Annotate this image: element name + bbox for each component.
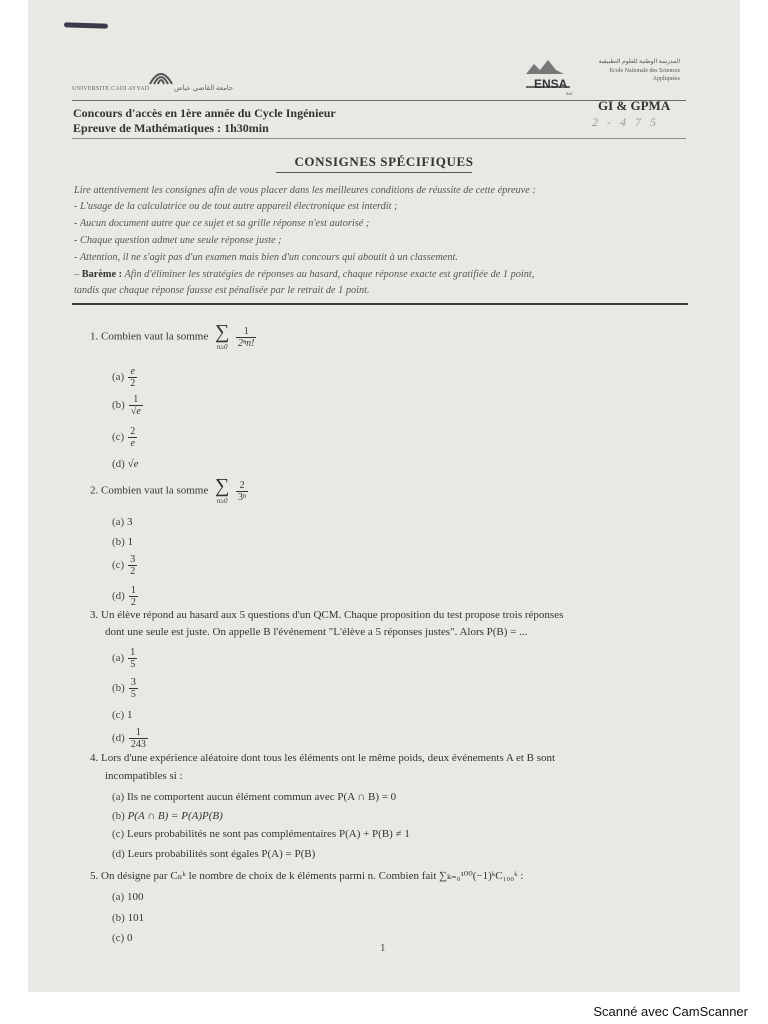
university-arabic-name: جامعة القاضي عياض xyxy=(174,84,234,92)
option-3a[interactable]: (a) $\frac{1}{5}$ xyxy=(112,647,136,670)
fraction: $\frac{2}{e}$ xyxy=(130,426,136,449)
option-5c[interactable]: (c) 0 xyxy=(112,932,133,944)
question-4-line-2: incompatibles si : xyxy=(105,770,183,782)
fraction: $\frac{1}{243}$ xyxy=(130,727,146,750)
option-3c[interactable]: (c) 1 xyxy=(112,709,133,721)
option-2c[interactable]: (c) $\frac{3}{2}$ xyxy=(112,554,136,577)
bareme-line: – Barème : Afin d'éliminer les stratégies de réponses au hasard, chaque réponse exacte est gratifiée de 1 point, xyxy=(74,269,535,280)
university-emblem-icon xyxy=(146,66,176,86)
question-2 xyxy=(90,476,248,506)
bareme-text: Afin d'éliminer les stratégies de réponses au hasard, chaque réponse exacte est gratifiée de 1 point, xyxy=(124,269,535,280)
option-1d[interactable]: (d) √e xyxy=(112,458,139,470)
scanner-footer: Scanné avec CamScanner xyxy=(593,1004,748,1019)
option-2a[interactable]: (a) 3 xyxy=(112,516,133,528)
question-2-prompt: 2. Combien vaut la somme xyxy=(90,484,209,497)
bareme-label: Barème : xyxy=(81,269,123,280)
fraction: $\frac{3}{5}$ xyxy=(130,677,136,700)
fraction: $\frac{1}{\text{2ⁿn!}}$ xyxy=(238,325,255,349)
exam-sheet xyxy=(28,0,740,992)
handwritten-mark: 2 - 4 7 5 xyxy=(592,115,659,129)
option-4c[interactable]: (c) Leurs probabilités ne sont pas complémentaires P(A) + P(B) ≠ 1 xyxy=(112,828,410,840)
ensa-french-line: Ecole Nationale des Sciences Appliquées xyxy=(609,67,680,82)
track-code: GI & GPMA xyxy=(598,98,671,113)
fraction: $\frac{3}{2}$ xyxy=(130,554,136,577)
ensa-name: ENSA xyxy=(534,77,568,91)
exam-title: Epreuve de Mathématiques : 1h30min xyxy=(73,121,269,135)
page-number: 1 xyxy=(380,942,386,954)
ensa-arabic-line: المدرسة الوطنية للعلوم التطبيقية xyxy=(598,59,680,65)
option-4d[interactable]: (d) Leurs probabilités sont égales P(A) = P(B) xyxy=(112,848,316,860)
title-underline xyxy=(276,172,472,173)
header-divider xyxy=(72,100,686,101)
option-1b[interactable]: (b) $\frac{1}{√e}$ xyxy=(112,394,141,417)
option-3b[interactable]: (b) $\frac{3}{5}$ xyxy=(112,677,136,700)
ensa-city: Safi xyxy=(566,91,573,96)
pen-mark xyxy=(64,22,108,29)
instruction-item: - Chaque question admet une seule réponse juste ; xyxy=(74,235,282,246)
sum-symbol: ∑ n≥0 xyxy=(214,321,230,351)
fraction: $\frac{1}{√e}$ xyxy=(130,394,141,417)
instructions-intro: Lire attentivement les consignes afin de vous placer dans les meilleures conditions de réussite de cette épreuve : xyxy=(74,185,536,196)
question-1-prompt: 1. Combien vaut la somme xyxy=(90,330,209,343)
fraction: $\frac{1}{2}$ xyxy=(130,585,136,608)
question-1 xyxy=(90,322,256,352)
ensa-arabic-name xyxy=(588,58,680,84)
sum-index: n≥0 xyxy=(216,497,228,505)
section-title: CONSIGNES SPÉCIFIQUES xyxy=(294,154,474,169)
instruction-item: - Attention, il ne s'agit pas d'un examen mais bien d'un concours qui aboutit à un classement. xyxy=(74,252,458,263)
instruction-item: - L'usage de la calculatrice ou de tout autre appareil électronique est interdit ; xyxy=(74,201,398,212)
question-5: 5. On désigne par Cₙᵏ le nombre de choix de k éléments parmi n. Combien fait ∑ₖ₌₀¹⁰⁰(−1)ᵏC₁₀₀ᵏ : xyxy=(90,870,524,882)
contest-title: Concours d'accès en 1ère année du Cycle Ingénieur xyxy=(73,106,336,120)
question-4-line-1: 4. Lors d'une expérience aléatoire dont tous les éléments ont le même poids, deux événements A et B sont xyxy=(90,752,556,764)
question-3-line-2: dont une seule est juste. On appelle B l'événement "L'élève a 5 réponses justes". Alors P(B) = ... xyxy=(105,626,528,638)
option-3d[interactable]: (d) $\frac{1}{243}$ xyxy=(112,727,146,750)
option-4a[interactable]: (a) Ils ne comportent aucun élément commun avec P(A ∩ B) = 0 xyxy=(112,791,397,803)
header-divider-bottom xyxy=(72,138,686,139)
option-2b[interactable]: (b) 1 xyxy=(112,536,134,548)
option-1a[interactable]: (a) $\frac{e}{2}$ xyxy=(112,366,136,389)
option-1c[interactable]: (c) $\frac{2}{e}$ xyxy=(112,426,136,449)
question-3-line-1: 3. Un élève répond au hasard aux 5 questions d'un QCM. Chaque proposition du test propose trois réponses xyxy=(90,609,564,621)
fraction: $\frac{e}{2}$ xyxy=(130,366,136,389)
fraction: $\frac{1}{5}$ xyxy=(130,647,136,670)
university-name: UNIVERSITE CADI AYYAD xyxy=(72,86,150,92)
option-5a[interactable]: (a) 100 xyxy=(112,891,144,903)
bareme-line-2: tandis que chaque réponse fausse est pénalisée par le retrait de 1 point. xyxy=(74,285,370,296)
instructions-divider xyxy=(72,303,688,305)
option-5b[interactable]: (b) 101 xyxy=(112,912,145,924)
sum-symbol: ∑ n≥0 xyxy=(214,475,230,505)
option-2d[interactable]: (d) $\frac{1}{2}$ xyxy=(112,585,136,608)
sum-index: n≥0 xyxy=(216,343,228,351)
fraction: $\frac{2}{\text{3ⁿ}}$ xyxy=(238,479,247,503)
instruction-item: - Aucun document autre que ce sujet et sa grille réponse n'est autorisé ; xyxy=(74,218,370,229)
option-4b[interactable]: (b) P(A ∩ B) = P(A)P(B) xyxy=(112,810,223,822)
